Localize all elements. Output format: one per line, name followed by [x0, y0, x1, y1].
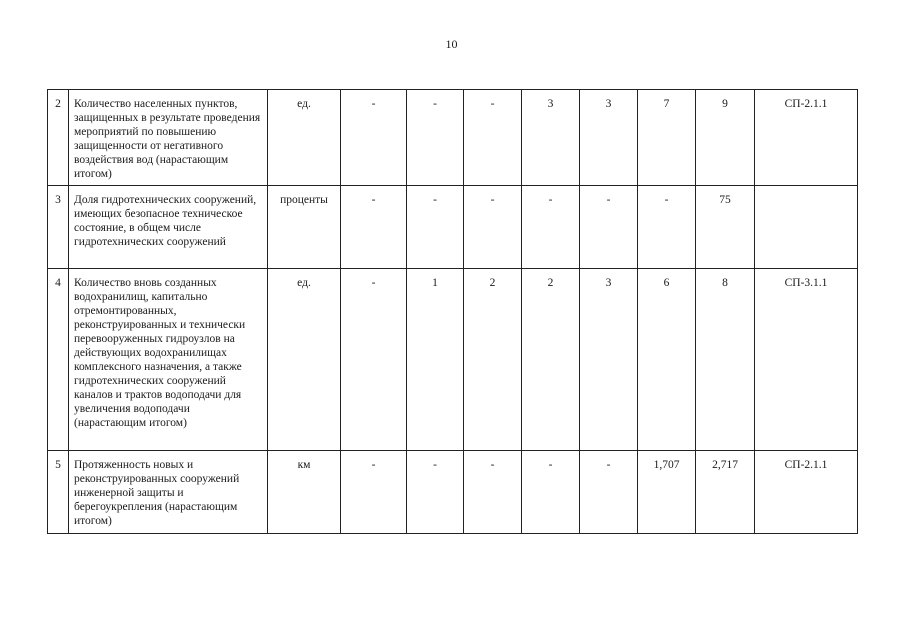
row-number: 2	[48, 90, 69, 186]
unit-cell: км	[268, 451, 341, 534]
value-cell: 7	[638, 90, 696, 186]
table-row	[48, 269, 858, 451]
row-number: 4	[48, 269, 69, 451]
indicators-table	[47, 89, 858, 534]
value-cell: 3	[522, 90, 580, 186]
indicator-name: Количество населенных пунктов, защищенных в результате проведения мероприятий по повышению защищенности от негативного воздействия вод (нарастающим итогом)	[69, 90, 268, 186]
value-cell: 1	[407, 269, 464, 451]
table-row	[48, 186, 858, 269]
indicator-name: Протяженность новых и реконструированных сооружений инженерной защиты и берегоукрепления (нарастающим итогом)	[69, 451, 268, 534]
table-row	[48, 451, 858, 534]
value-cell: 1,707	[638, 451, 696, 534]
value-cell: 2	[464, 269, 522, 451]
value-cell: -	[341, 186, 407, 269]
value-cell: -	[580, 186, 638, 269]
unit-cell: ед.	[268, 90, 341, 186]
value-cell: -	[407, 186, 464, 269]
indicator-name: Доля гидротехнических сооружений, имеющих безопасное техническое состояние, в общем числе гидротехнических сооружений	[69, 186, 268, 269]
row-number: 3	[48, 186, 69, 269]
value-cell: -	[407, 90, 464, 186]
value-cell: -	[522, 451, 580, 534]
page-number: 10	[445, 37, 458, 51]
value-cell: 6	[638, 269, 696, 451]
indicator-name: Количество вновь созданных водохранилищ, капитально отремонтированных, реконструированных и технически перевооруженных гидроузлов на действующих водохранилищах комплексного назначения, а также гидротехнических сооружений каналов и трактов водоподачи для увеличения водоподачи (нарастающим итогом)	[69, 269, 268, 451]
value-cell: 3	[580, 269, 638, 451]
value-cell: 2,717	[696, 451, 755, 534]
value-cell: -	[407, 451, 464, 534]
reference-cell	[755, 186, 858, 269]
table-row	[48, 90, 858, 186]
value-cell: 2	[522, 269, 580, 451]
row-number: 5	[48, 451, 69, 534]
value-cell: -	[464, 90, 522, 186]
unit-cell: проценты	[268, 186, 341, 269]
value-cell: -	[464, 186, 522, 269]
reference-cell: СП-2.1.1	[755, 451, 858, 534]
value-cell: -	[522, 186, 580, 269]
value-cell: -	[638, 186, 696, 269]
value-cell: -	[341, 90, 407, 186]
value-cell: -	[580, 451, 638, 534]
value-cell: -	[341, 451, 407, 534]
value-cell: 75	[696, 186, 755, 269]
reference-cell: СП-3.1.1	[755, 269, 858, 451]
value-cell: 8	[696, 269, 755, 451]
value-cell: -	[464, 451, 522, 534]
reference-cell: СП-2.1.1	[755, 90, 858, 186]
value-cell: -	[341, 269, 407, 451]
unit-cell: ед.	[268, 269, 341, 451]
value-cell: 3	[580, 90, 638, 186]
value-cell: 9	[696, 90, 755, 186]
